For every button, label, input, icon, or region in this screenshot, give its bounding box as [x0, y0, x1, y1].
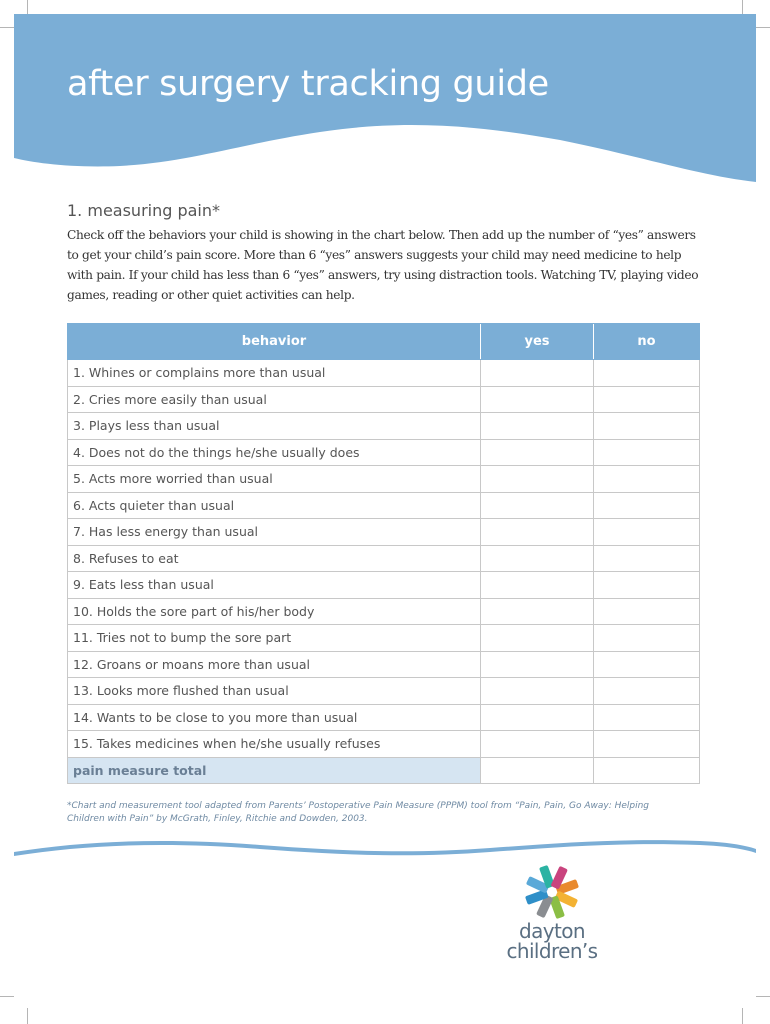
table-header — [67, 323, 700, 360]
behavior-cell: 6. Acts quieter than usual — [68, 493, 481, 519]
crop-mark — [756, 996, 770, 997]
no-checkbox-cell[interactable] — [594, 652, 699, 678]
no-checkbox-cell[interactable] — [594, 387, 699, 413]
header-yes: yes — [481, 324, 594, 359]
logo-wordmark — [497, 921, 607, 961]
no-checkbox-cell[interactable] — [594, 413, 699, 439]
yes-checkbox-cell[interactable] — [481, 466, 594, 492]
no-checkbox-cell[interactable] — [594, 572, 699, 598]
behavior-cell: 14. Wants to be close to you more than usual — [68, 705, 481, 731]
behavior-cell: 2. Cries more easily than usual — [68, 387, 481, 413]
table-row — [67, 731, 700, 758]
behavior-cell: 3. Plays less than usual — [68, 413, 481, 439]
table-row — [67, 572, 700, 599]
yes-checkbox-cell[interactable] — [481, 705, 594, 731]
total-row — [67, 758, 700, 785]
table-row — [67, 625, 700, 652]
yes-total-cell[interactable] — [481, 758, 594, 784]
dayton-childrens-logo — [497, 863, 607, 973]
header-behavior: behavior — [68, 324, 481, 359]
footnote: *Chart and measurement tool adapted from Parents’ Postoperative Pain Measure (PPPM) tool from “Pain, Pain, Go Away: Helping Children with Pain” by McGrath, Finley, Ritchie and Dowden, 2003. — [67, 801, 650, 824]
header-banner — [0, 0, 770, 190]
behavior-cell: 7. Has less energy than usual — [68, 519, 481, 545]
no-checkbox-cell[interactable] — [594, 493, 699, 519]
yes-checkbox-cell[interactable] — [481, 519, 594, 545]
no-total-cell[interactable] — [594, 758, 699, 784]
yes-checkbox-cell[interactable] — [481, 440, 594, 466]
table-row — [67, 440, 700, 467]
behavior-cell: 1. Whines or complains more than usual — [68, 360, 481, 386]
table-row — [67, 678, 700, 705]
crop-mark — [742, 1008, 743, 1024]
yes-checkbox-cell[interactable] — [481, 599, 594, 625]
behavior-cell: 8. Refuses to eat — [68, 546, 481, 572]
behavior-cell: 4. Does not do the things he/she usually does — [68, 440, 481, 466]
yes-checkbox-cell[interactable] — [481, 546, 594, 572]
yes-checkbox-cell[interactable] — [481, 360, 594, 386]
behavior-cell: 11. Tries not to bump the sore part — [68, 625, 481, 651]
intro-paragraph: Check off the behaviors your child is showing in the chart below. Then add up the number of “yes” answers to get your child’s pain score. More than 6 “yes” answers suggests your child may need medicine to help with pain. If your child has less than 6 “yes” answers, try using distraction tools. Watching TV, playing video games, reading or other quiet activities can help. — [67, 228, 699, 302]
pain-measure-table — [67, 323, 700, 784]
logo-line-2: children’s — [506, 939, 598, 963]
table-row — [67, 360, 700, 387]
no-checkbox-cell[interactable] — [594, 599, 699, 625]
crop-mark — [0, 996, 14, 997]
decorative-wave — [0, 832, 770, 862]
behavior-cell: 5. Acts more worried than usual — [68, 466, 481, 492]
table-row — [67, 466, 700, 493]
no-checkbox-cell[interactable] — [594, 466, 699, 492]
table-row — [67, 546, 700, 573]
yes-checkbox-cell[interactable] — [481, 625, 594, 651]
no-checkbox-cell[interactable] — [594, 678, 699, 704]
yes-checkbox-cell[interactable] — [481, 678, 594, 704]
table-row — [67, 387, 700, 414]
behavior-cell: 9. Eats less than usual — [68, 572, 481, 598]
table-row — [67, 652, 700, 679]
no-checkbox-cell[interactable] — [594, 705, 699, 731]
no-checkbox-cell[interactable] — [594, 546, 699, 572]
yes-checkbox-cell[interactable] — [481, 652, 594, 678]
total-label: pain measure total — [68, 758, 481, 784]
header-no: no — [637, 334, 656, 349]
yes-checkbox-cell[interactable] — [481, 493, 594, 519]
behavior-cell: 15. Takes medicines when he/she usually refuses — [68, 731, 481, 757]
no-checkbox-cell[interactable] — [594, 731, 699, 757]
table-row — [67, 493, 700, 520]
no-checkbox-cell[interactable] — [594, 625, 699, 651]
behavior-cell: 12. Groans or moans more than usual — [68, 652, 481, 678]
table-row — [67, 519, 700, 546]
table-row — [67, 413, 700, 440]
no-checkbox-cell[interactable] — [594, 440, 699, 466]
behavior-cell: 13. Looks more flushed than usual — [68, 678, 481, 704]
logo-line-1: dayton — [519, 919, 585, 943]
yes-checkbox-cell[interactable] — [481, 413, 594, 439]
yes-checkbox-cell[interactable] — [481, 572, 594, 598]
behavior-cell: 10. Holds the sore part of his/her body — [68, 599, 481, 625]
crop-mark — [27, 1008, 28, 1024]
pinwheel-icon — [519, 863, 585, 921]
section-title: 1. measuring pain* — [67, 201, 221, 220]
yes-checkbox-cell[interactable] — [481, 387, 594, 413]
table-row — [67, 599, 700, 626]
no-checkbox-cell[interactable] — [594, 360, 699, 386]
yes-checkbox-cell[interactable] — [481, 731, 594, 757]
table-row — [67, 705, 700, 732]
no-checkbox-cell[interactable] — [594, 519, 699, 545]
page-title: after surgery tracking guide — [67, 64, 549, 104]
